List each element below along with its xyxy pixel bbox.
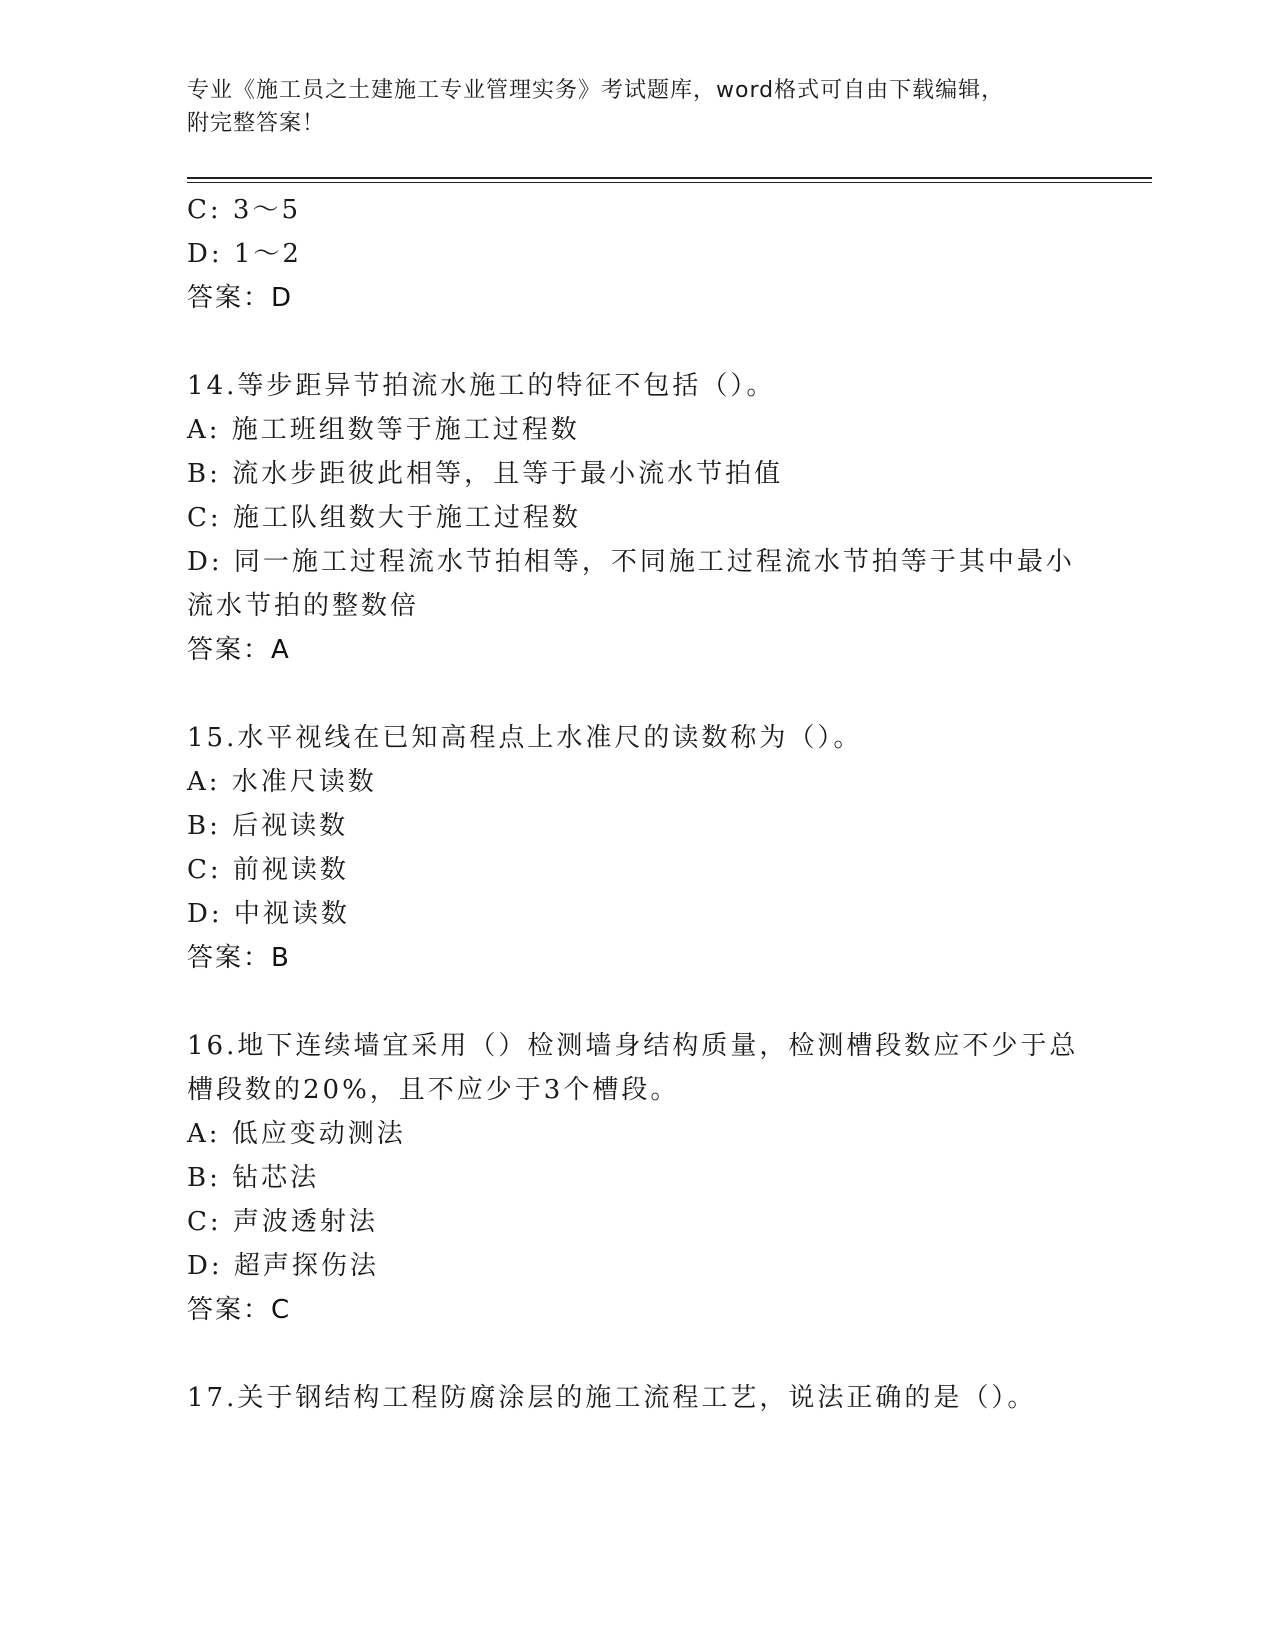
q17-stem: 17.关于钢结构工程防腐涂层的施工流程工艺，说法正确的是（）。	[187, 1383, 1037, 1413]
q15-option-a: A: 水准尺读数	[187, 767, 377, 797]
q13-option-d: D: 1～2	[187, 239, 302, 269]
q16-answer: 答案：C	[187, 1295, 292, 1325]
q14-option-a: A: 施工班组数等于施工过程数	[187, 415, 580, 445]
header-divider-thin	[187, 182, 1152, 183]
q14-option-d-line-2: 流水节拍的整数倍	[187, 591, 420, 621]
q15-option-b: B: 后视读数	[187, 811, 349, 841]
q16-stem-line-2: 槽段数的20%，且不应少于3个槽段。	[187, 1075, 680, 1105]
q14-stem: 14.等步距异节拍流水施工的特征不包括（）。	[187, 371, 776, 401]
q13-answer: 答案：D	[187, 283, 294, 313]
document-header	[187, 74, 1087, 140]
q16-stem-line-1: 16.地下连续墙宜采用（）检测墙身结构质量，检测槽段数应不少于总	[187, 1031, 1079, 1061]
q15-answer: 答案：B	[187, 943, 291, 973]
q16-option-b: B: 钻芯法	[187, 1163, 320, 1193]
header-line-1: 专业《施工员之土建施工专业管理实务》考试题库，word格式可自由下载编辑，	[187, 78, 1005, 103]
q14-answer: 答案：A	[187, 635, 291, 665]
q14-option-c: C: 施工队组数大于施工过程数	[187, 503, 581, 533]
q14-option-b: B: 流水步距彼此相等，且等于最小流水节拍值	[187, 459, 784, 489]
q15-stem: 15.水平视线在已知高程点上水准尺的读数称为（）。	[187, 723, 863, 753]
q16-option-d: D: 超声探伤法	[187, 1251, 379, 1281]
q16-option-c: C: 声波透射法	[187, 1207, 378, 1237]
q13-option-c: C: 3～5	[187, 195, 302, 225]
header-line-2: 附完整答案！	[187, 111, 326, 136]
q15-option-c: C: 前视读数	[187, 855, 349, 885]
q16-option-a: A: 低应变动测法	[187, 1119, 406, 1149]
q14-option-d-line-1: D: 同一施工过程流水节拍相等，不同施工过程流水节拍等于其中最小	[187, 547, 1075, 577]
q15-option-d: D: 中视读数	[187, 899, 350, 929]
header-divider-thick	[187, 177, 1152, 179]
